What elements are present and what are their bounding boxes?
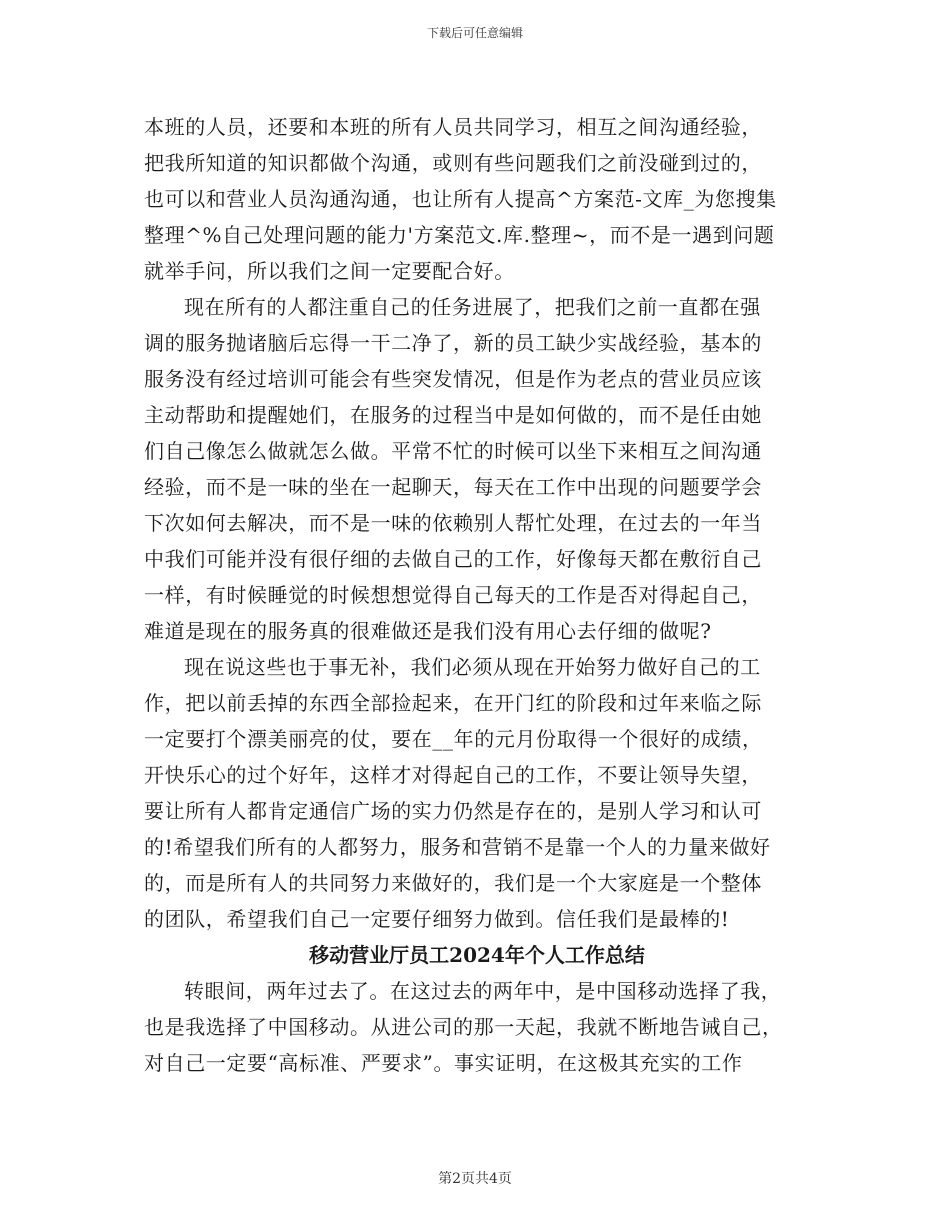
body-line: 也可以和营业人员沟通沟通，也让所有人提高^方案范-文库_为您搜集 [144, 187, 777, 211]
section-title: 移动营业厅员工2024年个人工作总结 [309, 943, 645, 967]
body-line: 开快乐心的过个好年，这样才对得起自己的工作，不要让领导失望， [144, 763, 762, 787]
body-line: 们自己像怎么做就怎么做。平常不忙的时候可以坐下来相互之间沟通 [144, 439, 762, 463]
paragraph-first-line: 现在所有的人都注重自己的任务进展了，把我们之前一直都在强 [184, 295, 761, 319]
body-line: 对自己一定要“高标准、严要求”。事实证明，在这极其充实的工作 [144, 1051, 743, 1075]
paragraph-first-line: 现在说这些也于事无补，我们必须从现在开始努力做好自己的工 [184, 655, 761, 679]
body-line: 经验，而不是一味的坐在一起聊天，每天在工作中出现的问题要学会 [144, 475, 762, 499]
body-line: 的，而是所有人的共同努力来做好的，我们是一个大家庭是一个整体 [144, 871, 762, 895]
body-line: 也是我选择了中国移动。从进公司的那一天起，我就不断地告诫自己， [144, 1015, 783, 1039]
body-line: 的团队，希望我们自己一定要仔细努力做到。信任我们是最棒的! [144, 907, 730, 931]
page-footer: 第2页共4页 [438, 1171, 512, 1187]
body-line: 下次如何去解决，而不是一味的依赖别人帮忙处理，在过去的一年当 [144, 511, 762, 535]
body-line: 调的服务抛诸脑后忘得一干二净了，新的员工缺少实战经验，基本的 [144, 331, 762, 355]
body-line: 服务没有经过培训可能会有些突发情况，但是作为老点的营业员应该 [144, 367, 762, 391]
body-line: 把我所知道的知识都做个沟通，或则有些问题我们之前没碰到过的， [144, 151, 762, 175]
page-header: 下载后可任意编辑 [426, 26, 523, 40]
body-line: 中我们可能并没有很仔细的去做自己的工作，好像每天都在敷衍自己 [144, 547, 762, 571]
body-line: 作，把以前丢掉的东西全部捡起来，在开门红的阶段和过年来临之际 [144, 691, 762, 715]
body-line: 就举手问，所以我们之间一定要配合好。 [144, 259, 515, 283]
body-line: 整理^%自己处理问题的能力'方案范文.库.整理~，而不是一遇到问题 [144, 223, 775, 247]
document-body [144, 109, 810, 1081]
body-line: 难道是现在的服务真的很难做还是我们没有用心去仔细的做呢? [144, 619, 712, 643]
body-line: 一样，有时候睡觉的时候想想觉得自己每天的工作是否对得起自己， [144, 583, 762, 607]
body-line: 主动帮助和提醒她们，在服务的过程当中是如何做的，而不是任由她 [144, 403, 762, 427]
body-line: 要让所有人都肯定通信广场的实力仍然是存在的，是别人学习和认可 [144, 799, 762, 823]
body-line: 的!希望我们所有的人都努力，服务和营销不是靠一个人的力量来做好 [144, 835, 771, 859]
body-line: 一定要打个漂美丽亮的仗，要在__年的元月份取得一个很好的成绩， [144, 727, 763, 751]
paragraph-first-line: 转眼间，两年过去了。在这过去的两年中，是中国移动选择了我， [184, 979, 782, 1003]
body-line: 本班的人员，还要和本班的所有人员共同学习，相互之间沟通经验， [144, 115, 762, 139]
